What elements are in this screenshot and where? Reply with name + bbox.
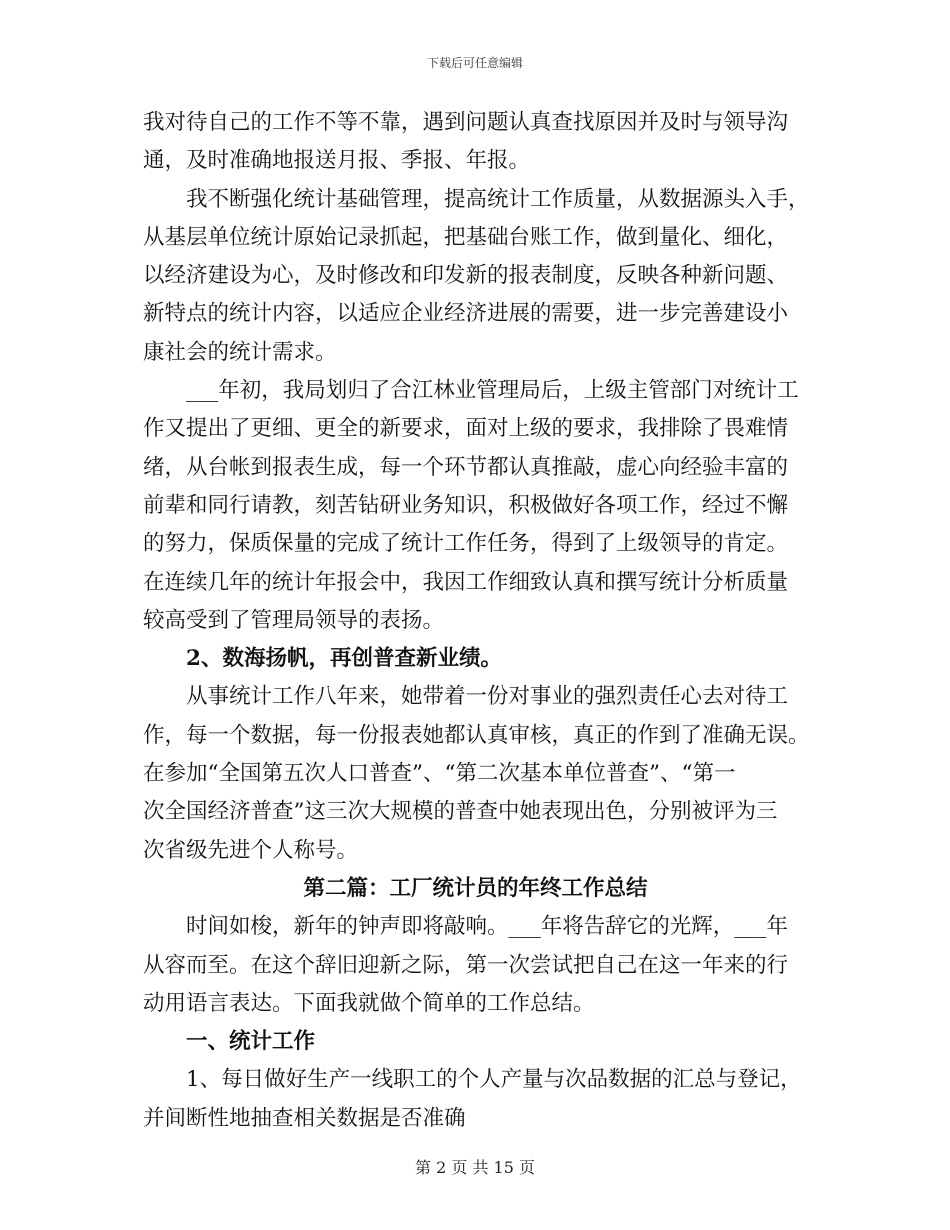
paragraph-4 bbox=[143, 678, 808, 869]
text-line: 动用语言表达。下面我就做个简单的工作总结。 bbox=[143, 990, 595, 1016]
document-body bbox=[143, 104, 808, 1138]
text-line: 新特点的统计内容，以适应企业经济进展的需要，进一步完善建设小 bbox=[143, 301, 789, 327]
text-line: 从容而至。在这个辞旧迎新之际，第一次尝试把自己在这一年来的行 bbox=[143, 952, 789, 978]
text-line: 我不断强化统计基础管理，提高统计工作质量，从数据源头入手， bbox=[186, 186, 810, 212]
text-line: 前辈和同行请教，刻苦钻研业务知识，积极做好各项工作，经过不懈 bbox=[143, 492, 789, 518]
chapter-title-text: 第二篇：工厂统计员的年终工作总结 bbox=[303, 875, 648, 901]
text-line: 的努力，保质保量的完成了统计工作任务，得到了上级领导的肯定。 bbox=[143, 531, 789, 557]
section-heading bbox=[143, 1023, 808, 1061]
text-line: 在参加“全国第五次人口普查”、“第二次基本单位普查”、“第一 bbox=[143, 761, 736, 787]
text-line: 1、每日做好生产一线职工的个人产量与次品数据的汇总与登记， bbox=[186, 1067, 802, 1093]
heading-text: 一、统计工作 bbox=[186, 1029, 316, 1055]
text-line: ___年初，我局划归了合江林业管理局后，上级主管部门对统计工 bbox=[186, 378, 799, 404]
text-line: 在连续几年的统计年报会中，我因工作细致认真和撰写统计分析质量 bbox=[143, 569, 789, 595]
page-header: 下载后可任意编辑 bbox=[426, 56, 523, 70]
page-footer: 第 2 页 共 15 页 bbox=[415, 1158, 535, 1177]
text-line: 次全国经济普查”这三次大规模的普查中她表现出色，分别被评为三 bbox=[143, 799, 778, 825]
text-line: 并间断性地抽查相关数据是否准确 bbox=[143, 1105, 466, 1131]
text-line: 康社会的统计需求。 bbox=[143, 339, 337, 365]
heading-text: 2、数海扬帆，再创普查新业绩。 bbox=[186, 646, 502, 672]
paragraph-5 bbox=[143, 908, 808, 1023]
text-line: 较高受到了管理局领导的表扬。 bbox=[143, 607, 445, 633]
text-line: 次省级先进个人称号。 bbox=[143, 837, 359, 863]
paragraph-3 bbox=[143, 372, 808, 640]
text-line: 以经济建设为心，及时修改和印发新的报表制度，反映各种新问题、 bbox=[143, 263, 789, 289]
text-line: 从基层单位统计原始记录抓起，把基础台账工作，做到量化、细化， bbox=[143, 224, 789, 250]
chapter-title bbox=[143, 870, 808, 908]
text-line: 通，及时准确地报送月报、季报、年报。 bbox=[143, 148, 531, 174]
paragraph-1 bbox=[143, 104, 808, 181]
text-line: 从事统计工作八年来，她带着一份对事业的强烈责任心去对待工 bbox=[186, 684, 789, 710]
paragraph-2 bbox=[143, 181, 808, 372]
text-line: 绪，从台帐到报表生成，每一个环节都认真推敲，虚心向经验丰富的 bbox=[143, 454, 789, 480]
section-heading-numbered bbox=[143, 640, 808, 678]
text-line: 作又提出了更细、更全的新要求，面对上级的要求，我排除了畏难情 bbox=[143, 416, 789, 442]
paragraph-6 bbox=[143, 1061, 808, 1138]
text-line: 时间如梭，新年的钟声即将敲响。___年将告辞它的光辉，___年 bbox=[186, 914, 789, 940]
text-line: 作，每一个数据，每一份报表她都认真审核，真正的作到了准确无误。 bbox=[143, 722, 810, 748]
text-line: 我对待自己的工作不等不靠，遇到问题认真查找原因并及时与领导沟 bbox=[143, 110, 789, 135]
